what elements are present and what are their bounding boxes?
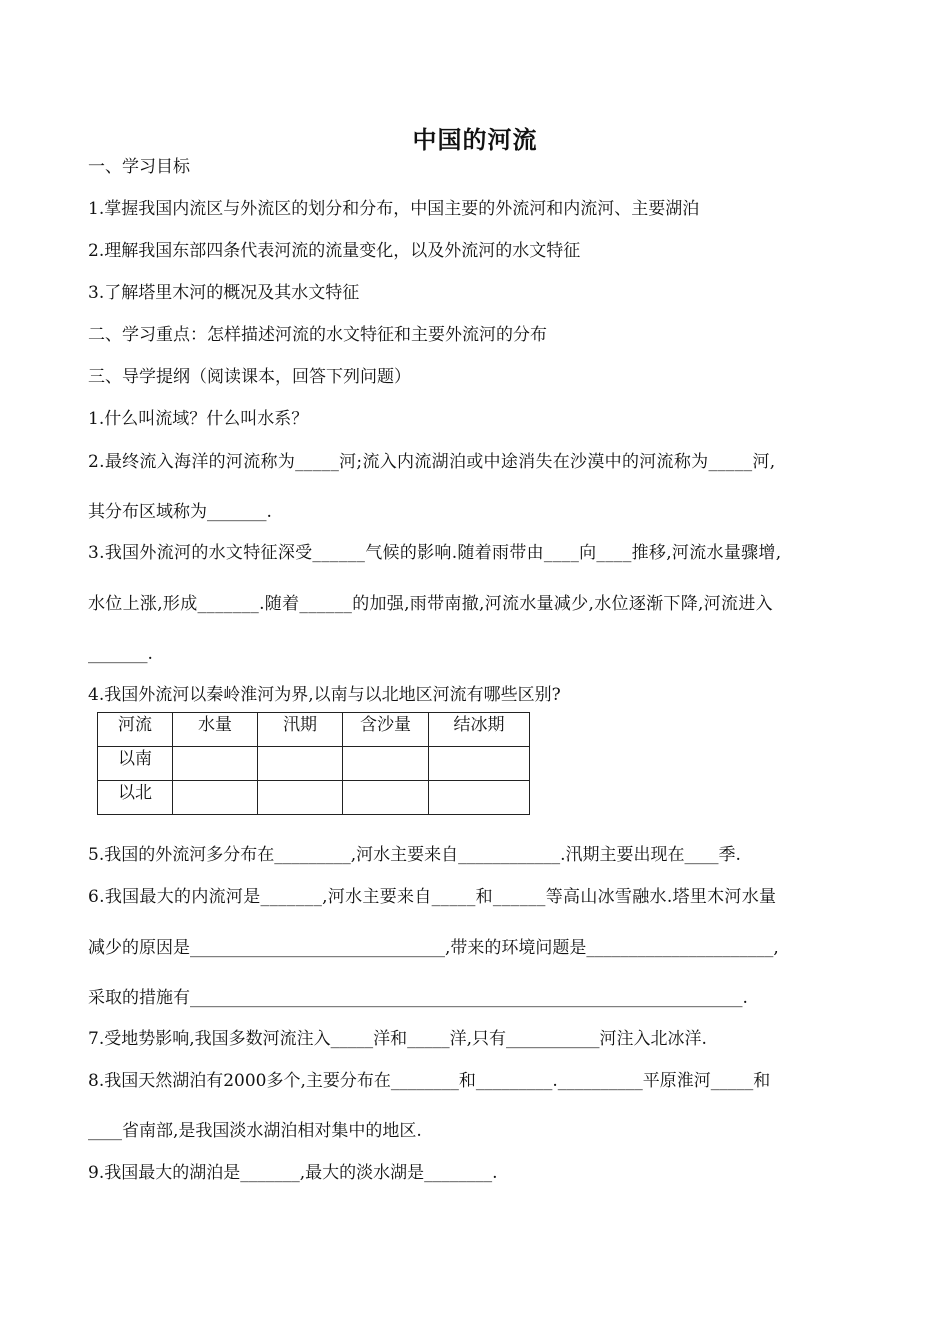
- table-cell: 以北: [98, 781, 173, 815]
- table-cell: [173, 781, 258, 815]
- table-cell: [173, 747, 258, 781]
- question-item: 5.我国的外流河多分布在_________,河水主要来自____________.汛期主要出现在____季.: [88, 845, 741, 865]
- question-item: 7.受地势影响,我国多数河流注入_____洋和_____洋,只有___________河注入北冰洋.: [88, 1029, 707, 1049]
- goal-item: 1.掌握我国内流区与外流区的划分和分布，中国主要的外流河和内流河、主要湖泊: [88, 199, 700, 219]
- question-item: 8.我国天然湖泊有2000多个,主要分布在________和_________.__________平原淮河_____和: [88, 1071, 771, 1091]
- question-item: 9.我国最大的湖泊是_______,最大的淡水湖是________.: [88, 1163, 498, 1183]
- question-item: 1.什么叫流域？什么叫水系？: [88, 409, 309, 429]
- table-header-cell: 结冰期: [429, 713, 530, 747]
- table-cell: [258, 781, 343, 815]
- table-cell: [429, 747, 530, 781]
- table-header-cell: 汛期: [258, 713, 343, 747]
- table-header-row: [98, 713, 530, 747]
- table-header-cell: 水量: [173, 713, 258, 747]
- table-header-cell: 含沙量: [343, 713, 429, 747]
- question-item: 2.最终流入海洋的河流称为_____河;流入内流湖泊或中途消失在沙漠中的河流称为_____河,: [88, 452, 776, 472]
- table-cell: 以南: [98, 747, 173, 781]
- table-row: [98, 747, 530, 781]
- question-item: _______.: [88, 644, 153, 664]
- question-item: 4.我国外流河以秦岭淮河为界,以南与以北地区河流有哪些区别?: [88, 685, 561, 705]
- question-item: 3.我国外流河的水文特征深受______气候的影响.随着雨带由____向____推移,河流水量骤增,: [88, 543, 782, 563]
- question-item: ____省南部,是我国淡水湖泊相对集中的地区.: [88, 1121, 422, 1141]
- goal-item: 2.理解我国东部四条代表河流的流量变化，以及外流河的水文特征: [88, 241, 581, 261]
- table-cell: [258, 747, 343, 781]
- section-heading-focus: 二、学习重点：怎样描述河流的水文特征和主要外流河的分布: [88, 325, 547, 345]
- table-cell: [429, 781, 530, 815]
- page-title: 中国的河流: [412, 126, 538, 154]
- question-item: 6.我国最大的内流河是_______,河水主要来自_____和______等高山冰雪融水.塔里木河水量: [88, 887, 777, 907]
- section-heading-outline: 三、导学提纲（阅读课本，回答下列问题）: [88, 367, 411, 387]
- table-row: [98, 781, 530, 815]
- question-item: 其分布区域称为_______.: [88, 502, 272, 522]
- question-item: 减少的原因是______________________________,带来的环境问题是______________________,: [88, 938, 779, 958]
- comparison-table: [97, 712, 530, 815]
- table-cell: [343, 781, 429, 815]
- question-item: 采取的措施有_________________________________________________________________.: [88, 988, 748, 1008]
- goal-item: 3.了解塔里木河的概况及其水文特征: [88, 283, 360, 303]
- section-heading-goals: 一、学习目标: [88, 157, 190, 177]
- table-cell: [343, 747, 429, 781]
- question-item: 水位上涨,形成_______.随着______的加强,雨带南撤,河流水量减少,水位逐渐下降,河流进入: [88, 594, 773, 614]
- table-header-cell: 河流: [98, 713, 173, 747]
